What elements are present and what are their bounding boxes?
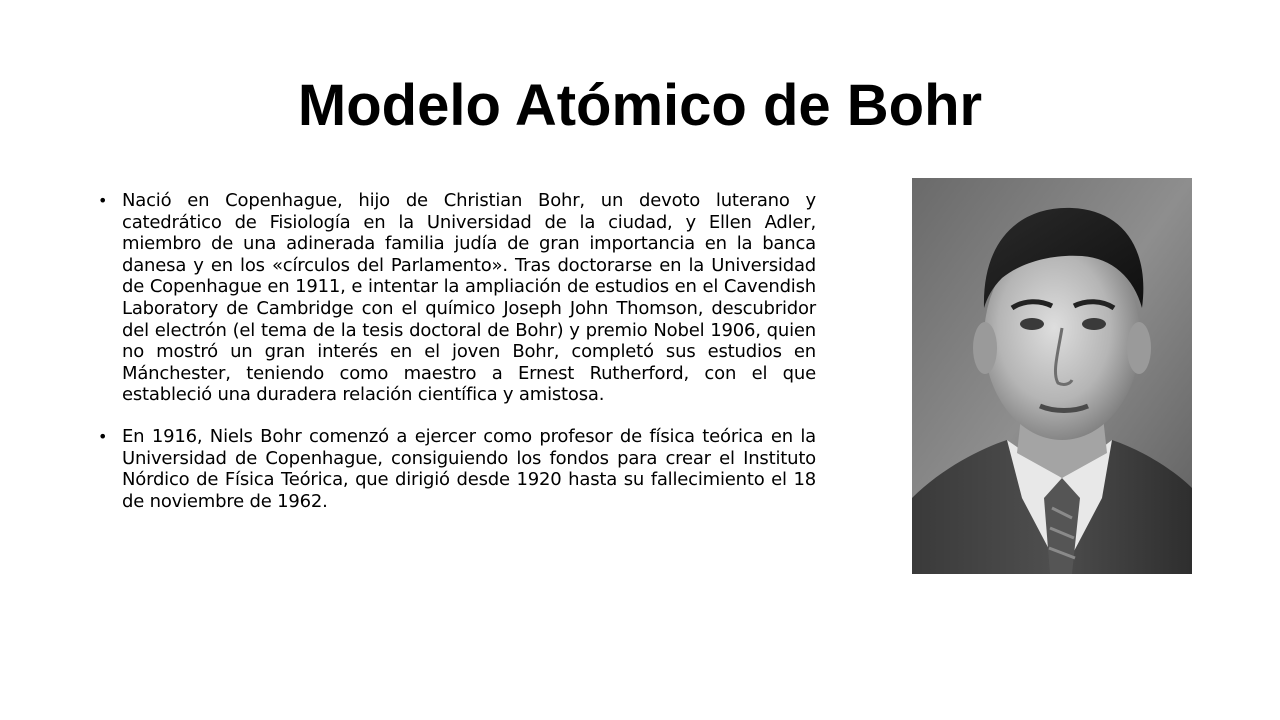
- bullet-item-2: [98, 426, 816, 512]
- bullet-marker: •: [98, 426, 108, 446]
- bullet-list: [98, 190, 816, 532]
- slide-title: Modelo Atómico de Bohr: [297, 73, 983, 138]
- bullet-item-1: [98, 190, 816, 406]
- bullet-text-1: Nació en Copenhague, hijo de Christian Bohr, un devoto luterano y catedrático de Fisiología en la Universidad de la ciudad, y Ellen Adler, miembro de una adinerada familia judía de gran importancia en la banca danesa y en los «círculos del Parlamento». Tras doctorarse en la Universidad de Copenhague en 1911, e intentar la ampliación de estudios en el Cavendish Laboratory de Cambridge con el químico Joseph John Thomson, descubridor del electrón (el tema de la tesis doctoral de Bohr) y premio Nobel 1906, quien no mostró un gran interés en el joven Bohr, completó sus estudios en Mánchester, teniendo como maestro a Ernest Rutherford, con el que estableció una duradera relación científica y amistosa.: [122, 190, 816, 406]
- bullet-text-2: En 1916, Niels Bohr comenzó a ejercer como profesor de física teórica en la Universidad de Copenhague, consiguiendo los fondos para crear el Instituto Nórdico de Física Teórica, que dirigió desde 1920 hasta su fallecimiento el 18 de noviembre de 1962.: [122, 425, 816, 512]
- portrait-photo-icon: [912, 178, 1192, 574]
- bullet-marker: •: [98, 191, 108, 210]
